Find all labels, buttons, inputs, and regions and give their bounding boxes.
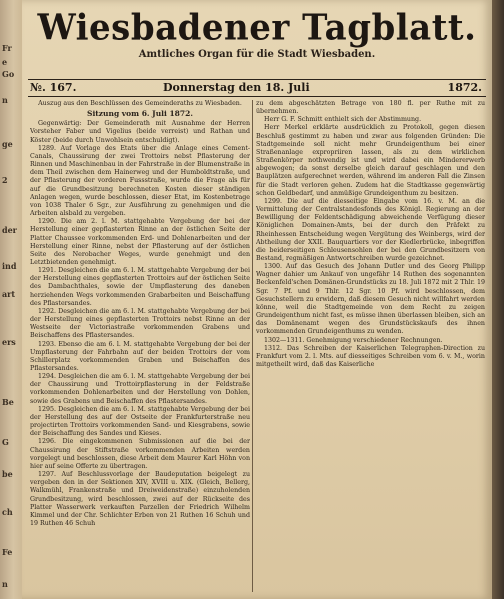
edge-fragment: ch [2,507,13,517]
issue-info-bar [28,79,486,97]
paragraph: zu dem abgeschätzten Betrage von 180 fl. per Ruthe mit zu übernehmen. [256,100,485,116]
newspaper-title: Wiesbadener Tagblatt. [37,7,477,49]
edge-fragment: ge [2,139,13,149]
edge-fragment: Be [2,397,14,407]
paragraph: 1300. Auf das Gesuch des Johann Dutler und des Georg Philipp Wagner dahier um Ankauf von ungefähr 14 Ruthen des sogenannten Beckenfeld'schen Domänen-Grundstücks zu 18. Juli 1872 mit 2 Thlr. 19 Sgr. 7 Pf. und 9 Thlr. 12 Sgr. 10 Pf. wird beschlossen, dem Gesuchstellern zu erwidern, daß diesem Gesuch nicht willfahrt werden könne, weil die Stadtgemeinde von dem Recht zu zeigen Grundeigenthum nicht fast, es müsse ihnen überlassen bleiben, sich an das Domänenamt wegen des Grundstückskaufs des ihnen vorkommenden Grundeigenthums zu wenden. [256,263,485,336]
session-date: Sitzung vom 6. Juli 1872. [87,109,193,119]
edge-fragment: ind [2,261,17,271]
edge-fragment: n [2,579,8,589]
paragraph: 1296. Die eingekommenen Submissionen auf die bei der Chaussirung der Stiftstraße vorkommenden Arbeiten werden vorgelegt und beschlossen, diese Arbeit dem Maurer Karl Höhn von hier auf seine Offerte zu übertragen. [30,438,250,470]
binding-shadow [492,0,504,599]
column-divider [252,100,253,592]
paragraph: 1292. Desgleichen die am 6. l. M. stattgehabte Vergebung der bei der Herstellung eines gepflasterten Trottoirs nebst Rinne an der Westseite der Victoriastraße vorkommenden Grabens und Beischaffens des Pflastersandes. [30,307,250,340]
paragraph: 1290. Die am 2. l. M. stattgehabte Vergebung der bei der Herstellung einer gepflasterten Rinne an der östlichen Seite der Platter Chaussee vorkommenden Erd- und Dohlenarbeiten und der Herstellung einer Rinne, nebst der Pflasterung auf der östlichen Seite des Nerobacher Weges, wurde genehmigt und den Letztbietenden genehmigt. [30,218,250,266]
edge-fragment: art [2,289,16,299]
paragraph: Herr G. F. Schmitt enthielt sich der Abstimmung. [264,116,422,124]
edge-fragment: der [2,225,17,235]
paragraph: 1302—1311. Genehmigung verschiedener Rechnungen. [264,336,443,344]
paragraph: 1295. Desgleichen die am 6. l. M. stattgehabte Vergebung der bei der Herstellung des auf der Ostseite der Frankfurterstraße neu projectirten Trottoirs vorkommenden Sand- und Kiesgrabens, sowie der Beischaffung des Sandes und Kieses. [30,405,250,438]
masthead [22,8,492,60]
paragraph: 1289. Auf Vorlage des Etats über die Anlage eines Cement-Canals, Chaussirung der zwei Trottoirs nebst Pflasterung der Rinnen und Maschinenbau in der Fahrstraße in der Blumenstraße in dem Theil zwischen dem Hainerweg und der Humboldtstraße, und der Pflasterung der vorderen Fussstraße, wurde die Frage als für auf die Grundbesitzung berechneten Kosten dieser ständigen Anlagen wegen, wurde beschlossen, dieser Etat, im Kostenbetrage von 1038 Thaler 6 Sgr., zur Ausführung zu genehmigen und die Arbeiten alsbald zu vergeben. [30,144,250,218]
issue-number: №. 167. [30,81,77,94]
edge-fragment: be [2,469,13,479]
edge-fragment: ers [2,337,16,347]
paragraph: 1297. Auf Beschlussvorlage der Baudeputation beigelegt zu vergeben den in der Sektionen XIV, XVIII u. XIX. (Gleich, Bellerg, Walkmühl, Frankenstraße und Dreiweidenstraße) einzuholenden Grundbesitzung, wird beschlossen, zwei auf der Rückseite des Platter Wasserwerk verkauften Parzellen der Friedrich Wilhelm Kimmel und der Chr. Schlichter Erben von 21 Ruthen 16 Schuh und 19 Ruthen 46 Schuh [30,471,250,527]
left-column [30,100,250,595]
issue-date: Donnerstag den 18. Juli [163,81,310,94]
issue-year: 1872. [447,81,482,94]
paragraph: 1293. Ebenso die am 6. l. M. stattgehabte Vergebung der bei der Umpflasterung der Fahrbahn auf der beiden Trottoirs der vom Schillerplatz vorkommenden Graben und Beischaffen des Pflastersandes. [30,340,250,372]
edge-fragment: G [2,437,9,447]
edge-fragment: Fe [2,547,13,557]
paragraph: 1312. Das Schreiben der Kaiserlichen Telegraphen-Direction zu Frankfurt vom 2. l. Mts. auf diesseitiges Schreiben vom 6. v. M., worin mitgetheilt wird, daß das Kaiserliche [256,344,485,368]
right-column [256,100,485,595]
paragraph: 1299. Die auf die diesseitige Eingabe vom 16. v. M. an die Vermittelung der Centralstandesfonds des Königl. Regierung an der Bewilligung der Feldentschädigung abweichende Verfügung dieser Königlichen Domainen-Amts, bei der durch den Präfekt zu Rheinhessen Entscheidung wegen Vergütung des Weinbergs, wird der Abtheilung der XXII. Bauquartiers vor der Kiedlerbrücke, inbegriffen die beiderseitigen Schleusensohlen der bei den Grundbesitzern von Bestand, regmäßigen Antwortschreiben wurde gezeichnet. [256,197,485,262]
newspaper-subtitle: Amtliches Organ für die Stadt Wiesbaden. [138,49,376,60]
paragraph: 1291. Desgleichen die am 6. l. M. stattgehabte Vergebung der bei der Herstellung eines gepflasterten Trottoirs auf der östlichen Seite des Dambachthales, sowie der Umpflasterung des daneben herziehenden Wegs vorkommenden Grabarbeiten und Beischaffung des Pflastersandes. [30,267,250,307]
newspaper-page [22,0,492,599]
presence-paragraph: Gegenwärtig: Der Gemeinderath mit Ausnahme der Herren Vorsteher Faber und Vigelius (beide verreist) und Rathan und Köster (beide durch Unwohlsein entschuldigt). [30,120,250,144]
article-heading: Auszug aus den Beschlüssen des Gemeinderaths zu Wiesbaden. [38,100,242,107]
edge-fragment: 2 [2,175,8,185]
paragraph: 1294. Desgleichen die am 6. l. M. stattgehabte Vergebung der bei der Chaussirung und Trottoirpflasterung in der Feldstraße vorkommenden Dohlenarbeiten und der Herstellung von Dohlen, sowie des Grabens und Beischaffen des Pflastersandes. [30,373,250,405]
edge-fragment: Fr [2,43,12,53]
edge-fragment: e [2,57,8,67]
adjacent-page-edge [0,0,22,599]
edge-fragment: Go [2,69,15,79]
edge-fragment: n [2,95,8,105]
paragraph: Herr Merkel erklärte ausdrücklich zu Protokoll, gegen diesen Beschluß gestimmt zu haben und zwar aus folgenden Gründen: Die Stadtgemeinde soll nicht mehr Grundeigenthum bei einer Straßenanlage expropriiren lassen, als zu dem wirklichen Straßenkörper nothwendig ist und wird dabei ein Mindererwerb abgewogen; da sonst derselbe gleich darauf geschlagen und den Bauplätzen aufgerechnet werden, während im anderen Fall die Zinsen für die Stadt verloren gehen. Zudem hat die Stadtkasse gegenwärtig schon Geldbedarf, und anmüßige Grundeigenthum zu besitzen. [256,124,485,197]
